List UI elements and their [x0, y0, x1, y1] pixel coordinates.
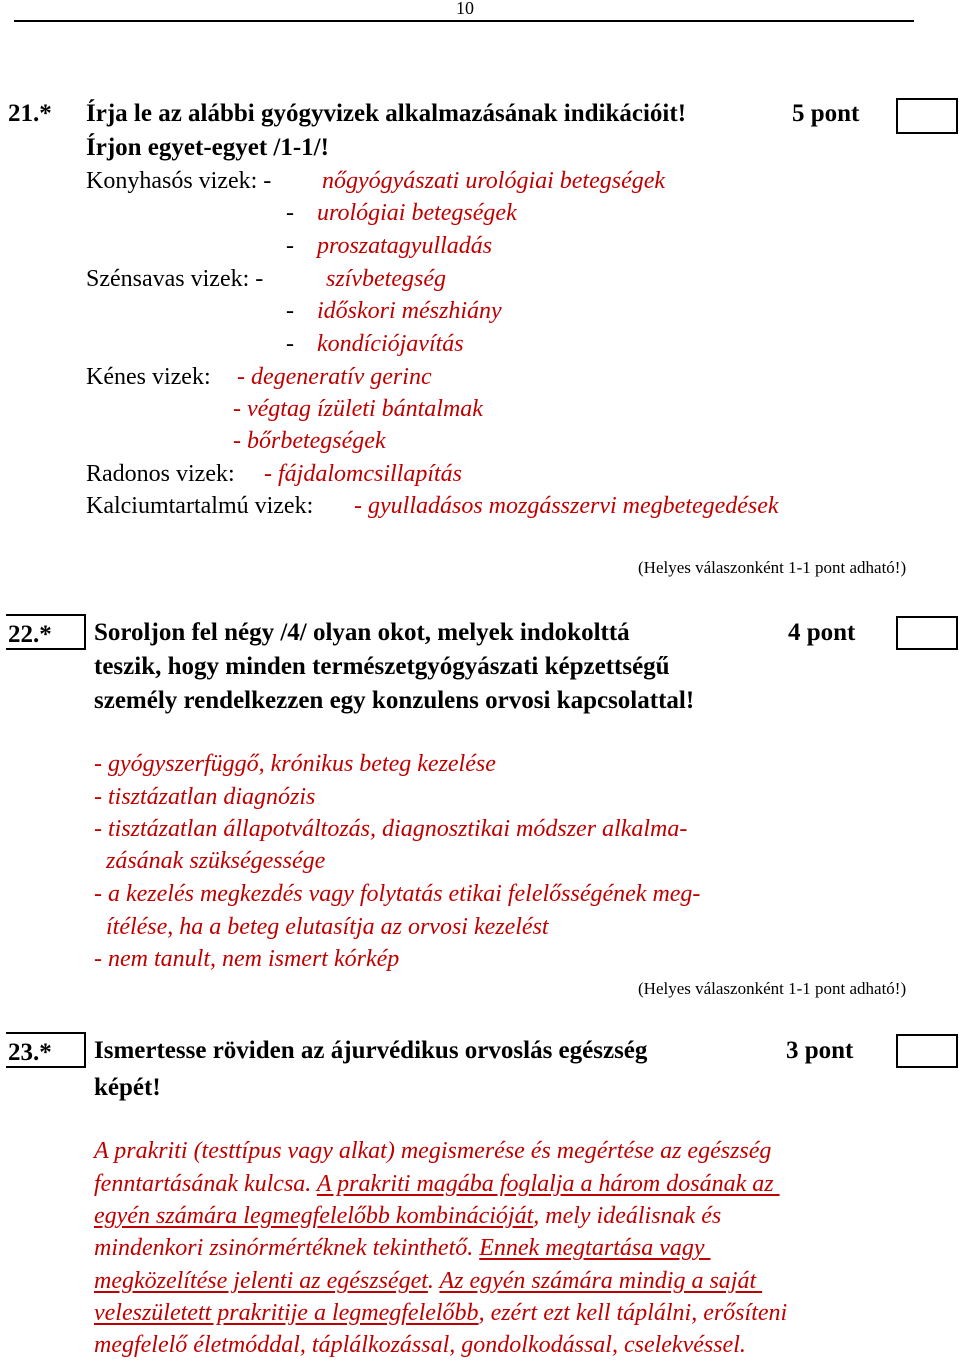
- kenes-answer-3: - bőrbetegségek: [233, 428, 386, 454]
- q22-score-box[interactable]: [896, 616, 958, 650]
- q22-line-2: teszik, hogy minden természetgyógyászati képzettségű: [94, 653, 670, 680]
- q22-number: 22.*: [6, 614, 86, 650]
- q23-answer-underlined: egyén számára legmegfelelőbb kombinációját: [94, 1203, 534, 1229]
- q21-subtitle: Írjon egyet-egyet /1-1/!: [86, 134, 329, 161]
- page-number: 10: [456, 0, 474, 18]
- q23-answer-underlined: veleszületett prakritije a legmegfelelőbb: [94, 1300, 479, 1326]
- q22-answer: ítélése, ha a beteg elutasítja az orvosi kezelést: [94, 914, 549, 940]
- q23-answer-line-2: [94, 1171, 780, 1198]
- q23-answer-text: mindenkori zsinórmértéknek tekinthető.: [94, 1235, 480, 1261]
- radonos-label: Radonos vizek:: [86, 461, 235, 487]
- q22-answer: - tisztázatlan állapotváltozás, diagnosztikai módszer alkalma-: [94, 816, 688, 842]
- konyhasos-label: Konyhasós vizek: -: [86, 168, 272, 194]
- q23-answer-underlined: A prakriti magába foglalja a három dosának az: [316, 1171, 780, 1197]
- q22-points: 4 pont: [788, 619, 856, 646]
- q23-answer-line-7: [94, 1332, 746, 1359]
- szensavas-dash-2: -: [286, 298, 294, 324]
- q22-answer: - a kezelés megkezdés vagy folytatás etikai felelősségének meg-: [94, 881, 701, 907]
- q23-answer-text: fenntartásának kulcsa.: [94, 1171, 317, 1197]
- kenes-answer-2: - végtag ízületi bántalmak: [233, 396, 483, 422]
- q22-answer: - tisztázatlan diagnózis: [94, 784, 316, 810]
- kenes-answer-1: - degeneratív gerinc: [237, 364, 432, 390]
- q23-points: 3 pont: [786, 1037, 854, 1064]
- q22-answer: - nem tanult, nem ismert kórkép: [94, 946, 400, 972]
- header-rule: [14, 20, 914, 22]
- q23-answer-line-5: [94, 1268, 762, 1295]
- q22-answer: - gyógyszerfüggő, krónikus beteg kezelése: [94, 751, 496, 777]
- q23-line-2: képét!: [94, 1074, 161, 1101]
- q23-line-1: Ismertesse röviden az ájurvédikus orvoslás egészség: [94, 1037, 648, 1064]
- q23-answer-underlined: Az egyén számára mindig a saját: [439, 1268, 763, 1294]
- konyhasos-answer-3: proszatagyulladás: [317, 233, 493, 259]
- q23-answer-line-4: [94, 1235, 711, 1262]
- kenes-label: Kénes vizek:: [86, 364, 211, 390]
- q23-answer-text: , ezért ezt kell táplálni, erősíteni: [478, 1300, 788, 1326]
- q22-line-3: személy rendelkezzen egy konzulens orvosi kapcsolattal!: [94, 687, 695, 714]
- q23-answer-line-6: [94, 1300, 787, 1327]
- q23-answer-line-1: [94, 1138, 771, 1165]
- szensavas-answer-3: kondíciójavítás: [317, 331, 464, 357]
- szensavas-dash-3: -: [286, 331, 294, 357]
- q23-answer-text: .: [427, 1268, 440, 1294]
- q23-answer-text: , mely ideálisnak és: [533, 1203, 722, 1229]
- szensavas-answer-2: időskori mészhiány: [317, 298, 502, 324]
- q23-number: 23.*: [6, 1032, 86, 1068]
- q21-score-box[interactable]: [896, 98, 958, 134]
- q23-score-box[interactable]: [896, 1034, 958, 1068]
- kalcium-label: Kalciumtartalmú vizek:: [86, 493, 314, 519]
- q21-note: (Helyes válaszonként 1-1 pont adható!): [638, 558, 907, 577]
- konyhasos-dash-2: -: [286, 200, 294, 226]
- q21-title: Írja le az alábbi gyógyvizek alkalmazásának indikációit!: [86, 100, 687, 127]
- konyhasos-dash-3: -: [286, 233, 294, 259]
- konyhasos-answer-1: nőgyógyászati urológiai betegségek: [322, 168, 666, 194]
- q23-answer-line-3: [94, 1203, 721, 1230]
- konyhasos-answer-2: urológiai betegségek: [317, 200, 517, 226]
- szensavas-answer-1: szívbetegség: [326, 266, 446, 292]
- q23-answer-text: A prakriti (testtípus vagy alkat) megismerése és megértése az egészség: [94, 1138, 772, 1164]
- q23-answer-text: megfelelő életmóddal, táplálkozással, gondolkodással, cselekvéssel.: [94, 1332, 746, 1358]
- q23-answer-underlined: megközelítése jelenti az egészséget: [94, 1268, 428, 1294]
- q22-line-1: Soroljon fel négy /4/ olyan okot, melyek indokolttá: [94, 619, 630, 646]
- q21-number: 21.*: [8, 100, 52, 127]
- radonos-answer-1: - fájdalomcsillapítás: [264, 461, 462, 487]
- q23-answer-underlined: Ennek megtartása vagy: [479, 1235, 711, 1261]
- q22-answer: zásának szükségessége: [94, 848, 326, 874]
- kalcium-answer-1: - gyulladásos mozgásszervi megbetegedések: [354, 493, 779, 519]
- szensavas-label: Szénsavas vizek: -: [86, 266, 264, 292]
- q21-points: 5 pont: [792, 100, 860, 127]
- q22-note: (Helyes válaszonként 1-1 pont adható!): [638, 979, 907, 998]
